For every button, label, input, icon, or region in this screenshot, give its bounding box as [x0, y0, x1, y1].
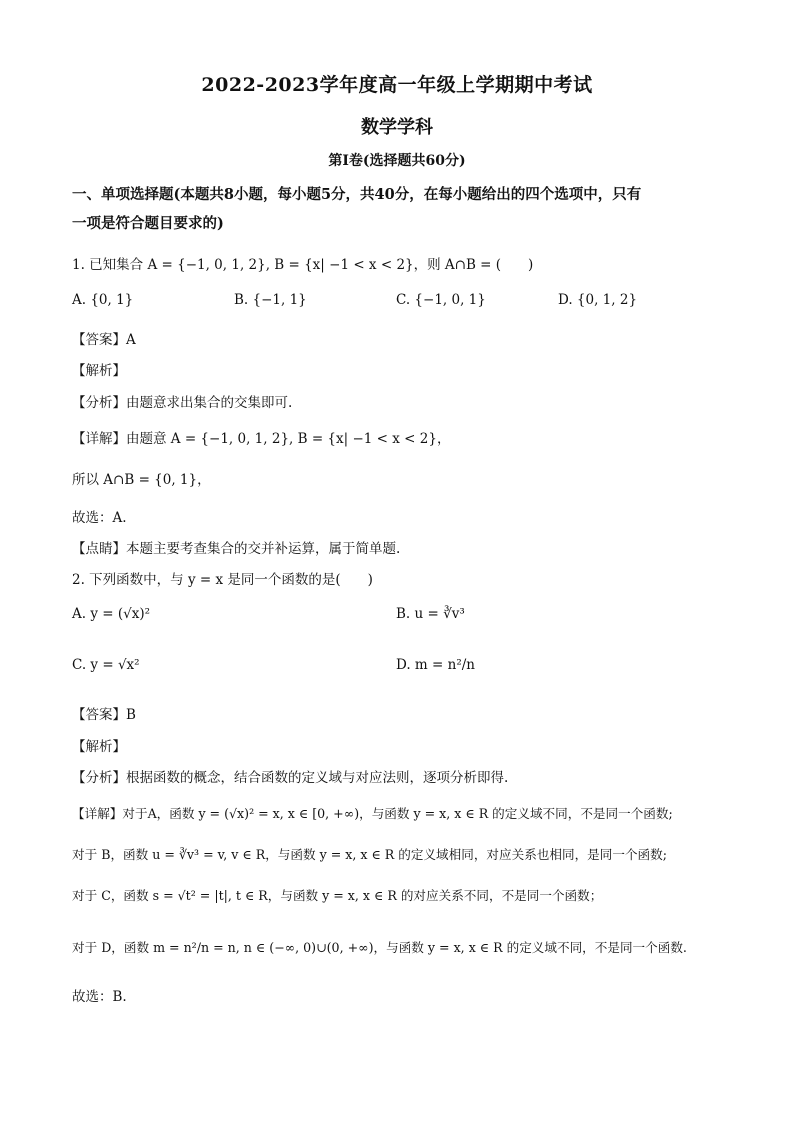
q2-detail-d: 对于 D，函数 m = n²/n = n, n ∈ (−∞, 0)∪(0, +∞)，与函数 y = x, x ∈ R 的定义域不同，不是同一个函数.: [72, 940, 687, 955]
q1-detail-line2: 所以 A∩B = {0, 1}，: [72, 472, 211, 488]
q1-option-d: D. {0, 1, 2}: [558, 292, 638, 308]
q1-choose: 故选：A.: [72, 510, 127, 526]
q2-option-c: C. y = √x²: [72, 657, 140, 673]
q2-detail-a: 【详解】对于A，函数 y = (√x)² = x, x ∈ [0, +∞)，与函数 y = x, x ∈ R 的定义域不同，不是同一个函数;: [72, 806, 673, 821]
q1-option-b: B. {−1, 1}: [234, 292, 307, 308]
q2-stem: 2. 下列函数中，与 y = x 是同一个函数的是( ): [72, 572, 373, 588]
q1-analysis-label: 【解析】: [72, 363, 126, 379]
q2-analysis-label: 【解析】: [72, 739, 126, 755]
q2-detail-c: 对于 C，函数 s = √t² = |t|, t ∈ R，与函数 y = x, x ∈ R 的对应关系不同，不是同一个函数；: [72, 888, 603, 903]
section-heading-line2: 一项是符合题目要求的): [72, 215, 224, 232]
q2-option-d: D. m = n²/n: [396, 657, 475, 673]
q1-answer: 【答案】A: [72, 332, 136, 348]
q2-detail-b: 对于 B，函数 u = ∛v³ = v, v ∈ R，与函数 y = x, x ∈ R 的定义域相同，对应关系也相同，是同一个函数;: [72, 847, 667, 862]
q1-option-a: A. {0, 1}: [72, 292, 134, 308]
q2-fenxi: 【分析】根据函数的概念，结合函数的定义域与对应法则，逐项分析即得.: [72, 770, 509, 786]
q1-stem: 1. 已知集合 A = {−1, 0, 1, 2}, B = {x| −1 < x < 2}，则 A∩B = ( ): [72, 257, 534, 273]
volume-title: 第Ⅰ卷(选择题共60分): [328, 153, 466, 169]
q1-comment: 【点睛】本题主要考查集合的交并补运算，属于简单题.: [72, 541, 401, 557]
q1-fenxi: 【分析】由题意求出集合的交集即可.: [72, 395, 293, 411]
q2-answer: 【答案】B: [72, 707, 136, 723]
subject-title: 数学学科: [361, 117, 433, 138]
q2-option-b: B. u = ∛v³: [396, 606, 465, 622]
section-heading-line1: 一、单项选择题(本题共8小题，每小题5分，共40分，在每小题给出的四个选项中，只有: [72, 186, 642, 203]
exam-title: 2022-2023学年度高一年级上学期期中考试: [201, 74, 593, 96]
q2-choose: 故选：B.: [72, 989, 127, 1005]
q2-option-a: A. y = (√x)²: [72, 606, 151, 622]
q1-detail-line1: 【详解】由题意 A = {−1, 0, 1, 2}, B = {x| −1 < x < 2}，: [72, 431, 451, 447]
q1-option-c: C. {−1, 0, 1}: [396, 292, 486, 308]
